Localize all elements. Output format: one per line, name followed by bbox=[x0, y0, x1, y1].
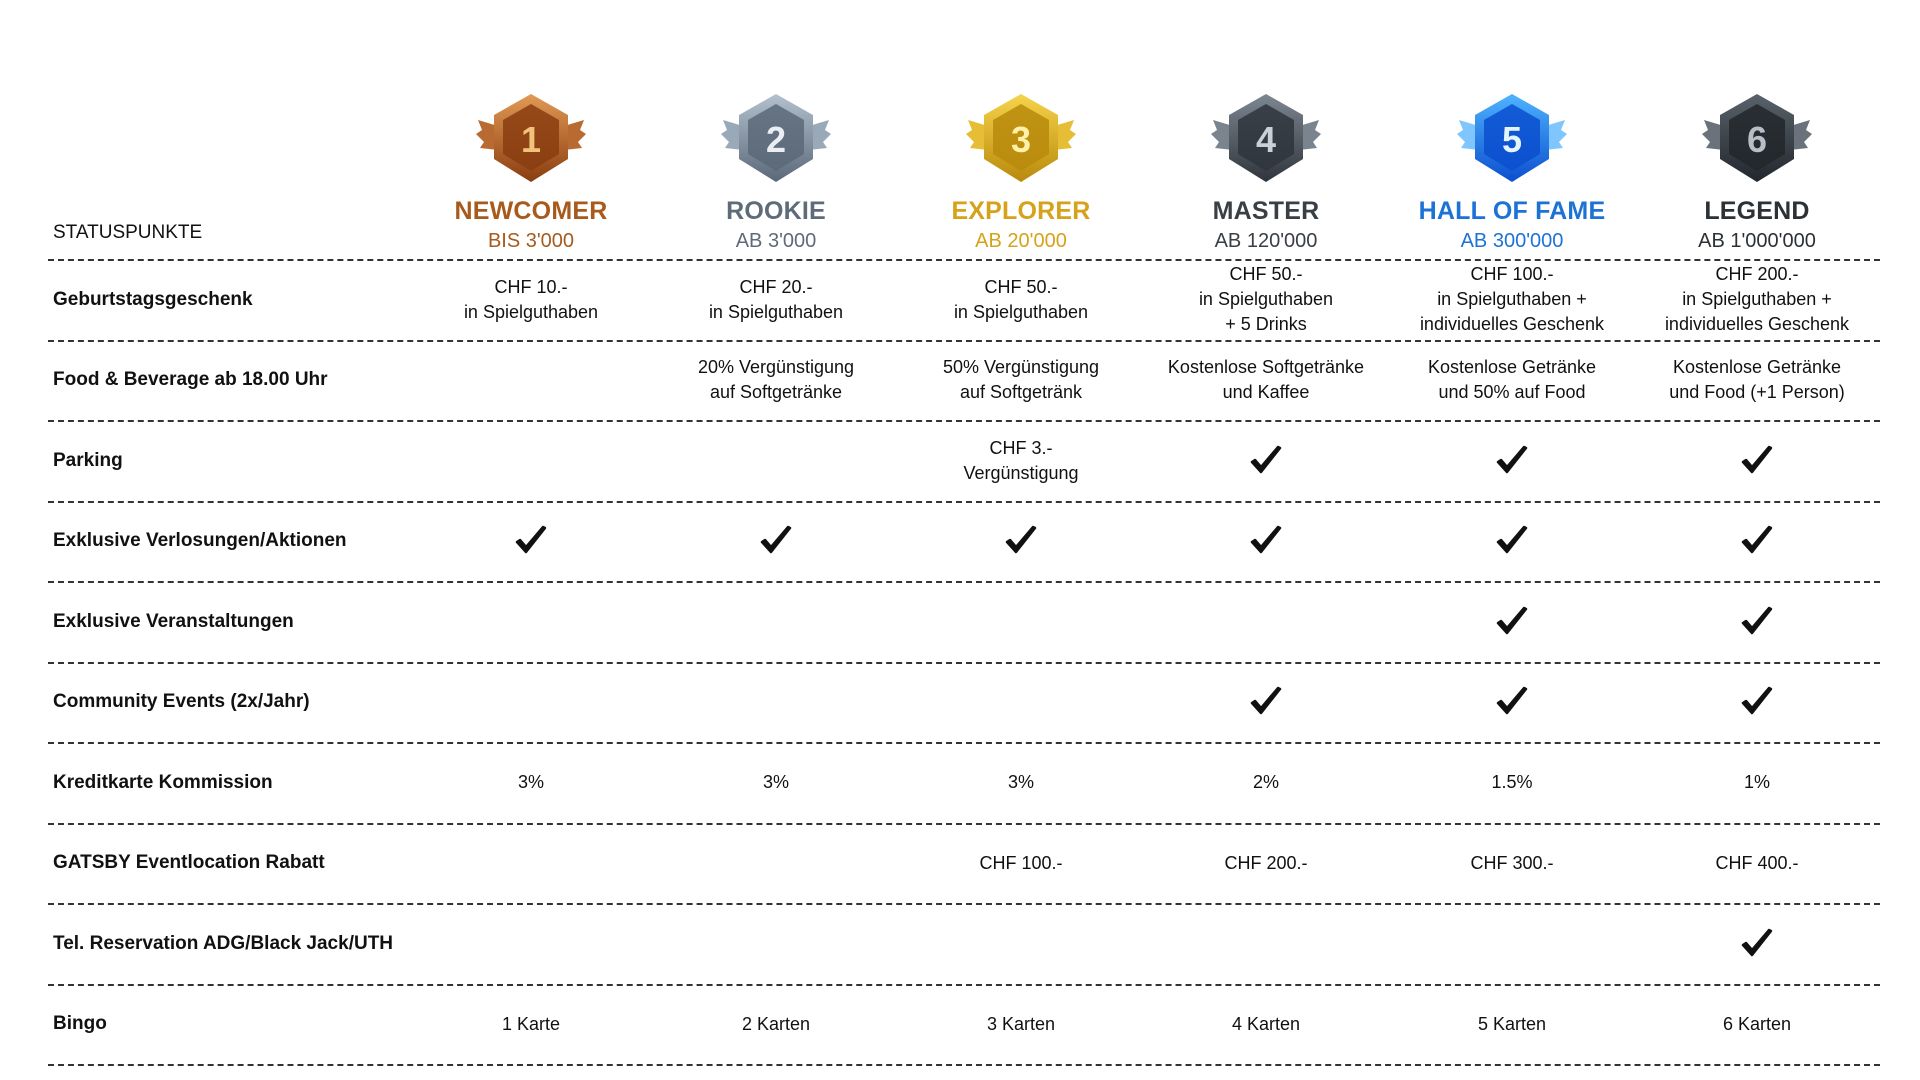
benefit-line: 3% bbox=[517, 772, 544, 792]
benefit-line: 2% bbox=[1252, 772, 1279, 792]
checkmark-icon bbox=[1737, 441, 1777, 481]
row-label: GATSBY Eventlocation Rabatt bbox=[53, 852, 325, 873]
row-label: Exklusive Verlosungen/Aktionen bbox=[53, 530, 347, 551]
benefit-line: CHF 400.- bbox=[1715, 852, 1799, 873]
tier-points: AB 20'000 bbox=[975, 230, 1067, 252]
benefit-cell bbox=[901, 851, 1141, 876]
tier-points: AB 120'000 bbox=[1214, 230, 1318, 252]
tier-name: LEGEND bbox=[1704, 197, 1810, 225]
benefit-line: auf Softgetränke bbox=[709, 382, 843, 402]
benefit-line: in Spielguthaben bbox=[1198, 289, 1334, 309]
tier-badge-icon bbox=[721, 90, 831, 186]
benefit-line: CHF 100.- bbox=[979, 852, 1063, 873]
benefit-line: 5 Karten bbox=[1477, 1013, 1547, 1034]
tier-points: AB 3'000 bbox=[735, 230, 817, 252]
tier-points: BIS 3'000 bbox=[487, 230, 575, 252]
status-points-label: STATUSPUNKTE bbox=[53, 222, 203, 243]
benefit-cell bbox=[656, 1012, 896, 1037]
benefit-cell bbox=[411, 770, 651, 795]
tier-name: MASTER bbox=[1212, 197, 1320, 225]
checkmark-icon bbox=[1492, 441, 1532, 481]
checkmark-icon bbox=[1492, 682, 1532, 722]
benefit-line: CHF 50.- bbox=[1229, 264, 1303, 284]
benefit-cell bbox=[1392, 851, 1632, 876]
benefit-line: Vergünstigung bbox=[963, 462, 1079, 483]
checkmark-icon bbox=[1737, 521, 1777, 561]
tier-header-explorer bbox=[911, 90, 1131, 254]
tier-badge-icon bbox=[1702, 90, 1812, 186]
tier-badge-icon bbox=[476, 90, 586, 186]
benefit-cell bbox=[1392, 770, 1632, 795]
benefit-line: Kostenlose Getränke bbox=[1427, 357, 1597, 377]
row-label: Bingo bbox=[53, 1013, 107, 1034]
benefit-cell bbox=[1146, 770, 1386, 795]
benefit-line: CHF 200.- bbox=[1715, 264, 1799, 284]
row-divider bbox=[48, 501, 1880, 503]
row-divider bbox=[48, 984, 1880, 986]
row-label: Food & Beverage ab 18.00 Uhr bbox=[53, 369, 328, 390]
benefit-line: CHF 200.- bbox=[1224, 852, 1308, 873]
benefit-cell bbox=[1637, 851, 1877, 876]
tier-name: HALL OF FAME bbox=[1418, 197, 1606, 225]
benefit-line: CHF 3.- bbox=[989, 437, 1053, 458]
row-divider bbox=[48, 420, 1880, 422]
row-label: Geburtstagsgeschenk bbox=[53, 288, 253, 310]
tier-badge-icon bbox=[966, 90, 1076, 186]
benefit-cell bbox=[411, 1012, 651, 1037]
checkmark-icon bbox=[1246, 441, 1286, 481]
row-divider bbox=[48, 1064, 1880, 1066]
tier-header-master bbox=[1156, 90, 1376, 254]
benefit-line: CHF 20.- bbox=[739, 276, 813, 297]
benefit-line: Kostenlose Getränke bbox=[1672, 357, 1842, 377]
benefit-line: in Spielguthaben + bbox=[1682, 289, 1832, 309]
checkmark-icon bbox=[756, 521, 796, 561]
checkmark-icon bbox=[1737, 924, 1777, 964]
benefit-line: 3% bbox=[1007, 772, 1034, 792]
checkmark-icon bbox=[1737, 602, 1777, 642]
checkmark-icon bbox=[1492, 521, 1532, 561]
benefit-line: 1 Karte bbox=[501, 1013, 561, 1034]
benefit-line: in Spielguthaben bbox=[463, 301, 599, 322]
benefit-line: 3% bbox=[762, 772, 789, 792]
benefit-cell bbox=[1637, 1012, 1877, 1037]
row-label: Parking bbox=[53, 449, 123, 471]
benefit-line: 2 Karten bbox=[741, 1013, 811, 1034]
benefit-cell bbox=[656, 275, 896, 325]
benefit-cell bbox=[901, 355, 1141, 405]
row-label: Tel. Reservation ADG/Black Jack/UTH bbox=[53, 932, 394, 954]
benefit-cell bbox=[1146, 1012, 1386, 1037]
tier-header-hall-of-fame bbox=[1402, 90, 1622, 254]
tier-header-rookie bbox=[666, 90, 886, 254]
benefit-cell bbox=[1392, 355, 1632, 405]
checkmark-icon bbox=[1001, 521, 1041, 561]
row-label: Community Events (2x/Jahr) bbox=[53, 691, 310, 712]
checkmark-icon bbox=[1246, 521, 1286, 561]
tier-name: NEWCOMER bbox=[454, 197, 608, 225]
benefit-line: 50% Vergünstigung bbox=[942, 357, 1100, 377]
tier-number: 5 bbox=[1501, 119, 1523, 160]
benefit-line: individuelles Geschenk bbox=[1419, 314, 1605, 334]
tier-points: AB 1'000'000 bbox=[1698, 230, 1816, 252]
checkmark-icon bbox=[1737, 682, 1777, 722]
benefit-cell bbox=[1637, 770, 1877, 795]
benefit-cell bbox=[1637, 355, 1877, 405]
tier-number: 1 bbox=[520, 119, 542, 160]
benefit-cell bbox=[901, 275, 1141, 325]
benefit-line: und Food (+1 Person) bbox=[1669, 382, 1845, 402]
benefit-line: auf Softgetränk bbox=[959, 382, 1083, 402]
row-label: Exklusive Veranstaltungen bbox=[53, 610, 294, 632]
benefit-line: 4 Karten bbox=[1231, 1013, 1301, 1034]
benefit-cell bbox=[1392, 1012, 1632, 1037]
benefit-cell bbox=[656, 770, 896, 795]
checkmark-icon bbox=[511, 521, 551, 561]
checkmark-icon bbox=[1492, 602, 1532, 642]
benefit-line: 1% bbox=[1743, 772, 1770, 792]
row-divider bbox=[48, 259, 1880, 261]
benefit-line: individuelles Geschenk bbox=[1664, 314, 1850, 334]
row-divider bbox=[48, 581, 1880, 583]
benefit-line: 6 Karten bbox=[1722, 1013, 1792, 1034]
tier-badge-icon bbox=[1211, 90, 1321, 186]
benefit-line: 1.5% bbox=[1491, 772, 1533, 792]
benefit-cell bbox=[901, 1012, 1141, 1037]
benefit-cell bbox=[1146, 355, 1386, 405]
benefit-cell bbox=[1146, 262, 1386, 337]
tier-header-newcomer bbox=[421, 90, 641, 254]
benefit-line: CHF 10.- bbox=[494, 276, 568, 297]
benefit-line: CHF 50.- bbox=[984, 276, 1058, 297]
benefit-cell bbox=[1146, 851, 1386, 876]
benefit-line: und 50% auf Food bbox=[1438, 382, 1586, 402]
benefit-line: + 5 Drinks bbox=[1225, 314, 1307, 334]
row-divider bbox=[48, 742, 1880, 744]
benefit-line: in Spielguthaben + bbox=[1437, 289, 1587, 309]
benefit-cell bbox=[1392, 262, 1632, 337]
tier-name: ROOKIE bbox=[726, 197, 826, 225]
row-divider bbox=[48, 662, 1880, 664]
row-label: Kreditkarte Kommission bbox=[53, 771, 273, 793]
tier-number: 2 bbox=[765, 119, 787, 160]
benefit-cell bbox=[656, 355, 896, 405]
tier-header-legend bbox=[1647, 90, 1867, 254]
benefit-line: 3 Karten bbox=[986, 1013, 1056, 1034]
benefit-cell bbox=[901, 770, 1141, 795]
benefit-line: CHF 300.- bbox=[1470, 852, 1554, 873]
tier-number: 6 bbox=[1746, 119, 1768, 160]
tier-number: 4 bbox=[1255, 119, 1277, 160]
benefit-line: CHF 100.- bbox=[1470, 264, 1554, 284]
tier-badge-icon bbox=[1457, 90, 1567, 186]
benefit-line: in Spielguthaben bbox=[708, 301, 844, 322]
benefit-line: 20% Vergünstigung bbox=[697, 357, 855, 377]
row-divider bbox=[48, 903, 1880, 905]
benefit-line: in Spielguthaben bbox=[953, 301, 1089, 322]
tier-number: 3 bbox=[1010, 119, 1032, 160]
row-divider bbox=[48, 340, 1880, 342]
tier-name: EXPLORER bbox=[951, 197, 1091, 225]
tier-points: AB 300'000 bbox=[1460, 230, 1564, 252]
row-divider bbox=[48, 823, 1880, 825]
benefit-cell bbox=[901, 436, 1141, 486]
benefit-line: Kostenlose Softgetränke bbox=[1167, 357, 1365, 377]
benefit-cell bbox=[1637, 262, 1877, 337]
benefit-line: und Kaffee bbox=[1222, 382, 1310, 402]
checkmark-icon bbox=[1246, 682, 1286, 722]
benefit-cell bbox=[411, 275, 651, 325]
